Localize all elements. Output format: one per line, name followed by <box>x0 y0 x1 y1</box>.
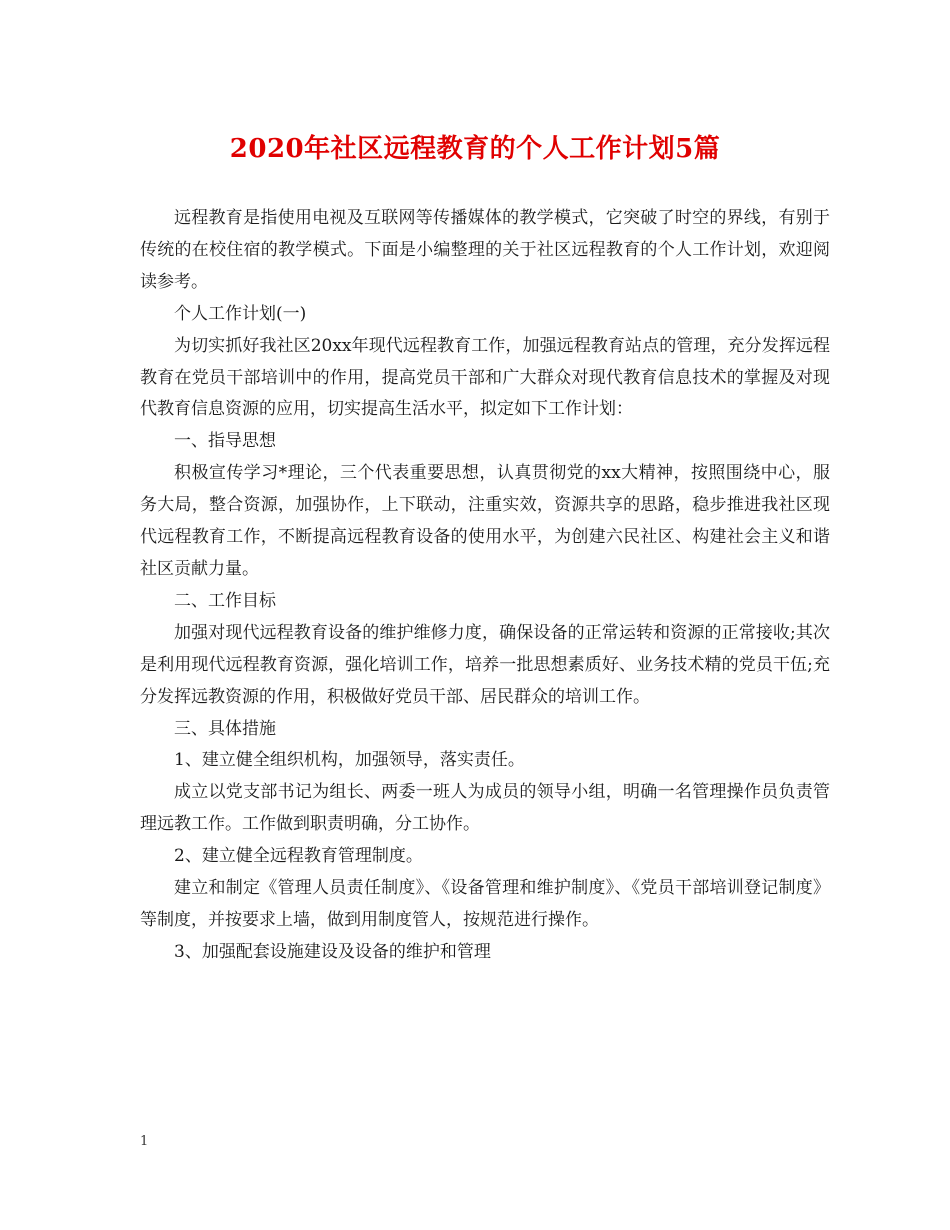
paragraph: 成立以党支部书记为组长、两委一班人为成员的领导小组，明确一名管理操作员负责管理远教工作。工作做到职责明确，分工协作。 <box>140 782 830 835</box>
section-heading: 二、工作目标 <box>174 590 276 611</box>
list-item: 2、建立健全远程教育管理制度。 <box>174 846 423 867</box>
section-heading: 三、具体措施 <box>174 718 276 739</box>
document-body <box>140 203 830 969</box>
list-item: 1、建立健全组织机构，加强领导，落实责任。 <box>174 750 525 771</box>
section-heading: 一、指导思想 <box>174 431 276 452</box>
list-item: 3、加强配套设施建设及设备的维护和管理 <box>174 941 491 962</box>
paragraph: 积极宣传学习*理论，三个代表重要思想，认真贯彻党的xx大精神，按照围绕中心，服务大局，整合资源，加强协作，上下联动，注重实效，资源共享的思路，稳步推进我社区现代远程教育工作，不断提高远程教育设备的使用水平，为创建六民社区、构建社会主义和谐社区贡献力量。 <box>140 463 830 579</box>
paragraph: 为切实抓好我社区20xx年现代远程教育工作，加强远程教育站点的管理，充分发挥远程教育在党员干部培训中的作用，提高党员干部和广大群众对现代教育信息技术的掌握及对现代教育信息资源的应用，切实提高生活水平，拟定如下工作计划： <box>140 335 830 420</box>
section-heading: 个人工作计划(一) <box>174 303 307 324</box>
paragraph: 建立和制定《管理人员责任制度》、《设备管理和维护制度》、《党员干部培训登记制度》等制度，并按要求上墙，做到用制度管人，按规范进行操作。 <box>140 878 830 930</box>
page-number: 1 <box>140 1134 149 1149</box>
document-title: 2020年社区远程教育的个人工作计划5篇 <box>229 134 721 164</box>
paragraph: 远程教育是指使用电视及互联网等传播媒体的教学模式，它突破了时空的界线，有别于传统的在校住宿的教学模式。下面是小编整理的关于社区远程教育的个人工作计划，欢迎阅读参考。 <box>140 208 830 292</box>
paragraph: 加强对现代远程教育设备的维护维修力度，确保设备的正常运转和资源的正常接收;其次是利用现代远程教育资源，强化培训工作，培养一批思想素质好、业务技术精的党员干伍;充分发挥远教资源的作用，积极做好党员干部、居民群众的培训工作。 <box>140 622 830 707</box>
